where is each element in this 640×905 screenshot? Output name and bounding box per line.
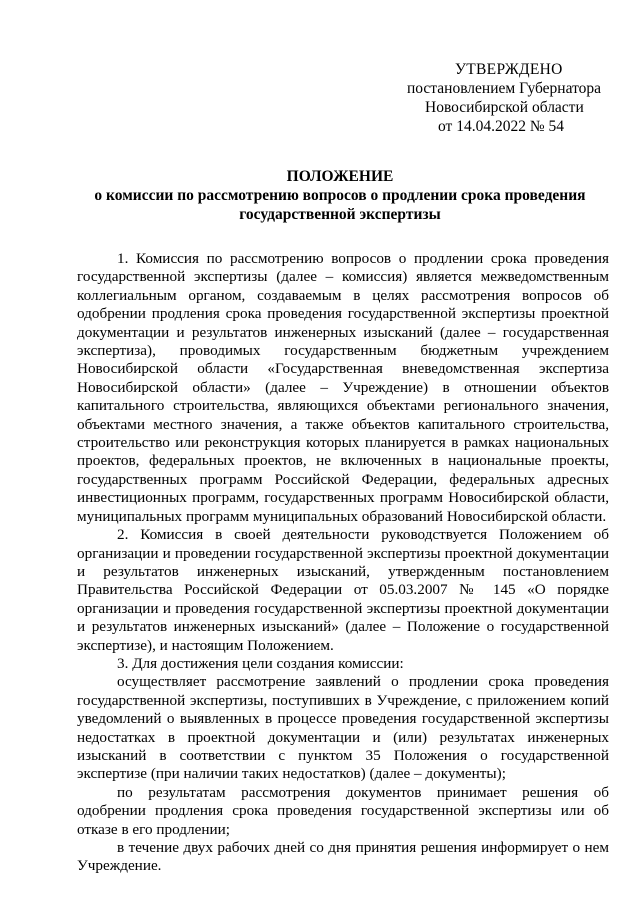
title-heading: ПОЛОЖЕНИЕ: [286, 168, 394, 185]
paragraph-3-item-2: по результатам рассмотрения документов принимает решения об одобрении продления срока проведения государственной экспертизы или об отказе в его продлении;: [77, 783, 609, 838]
paragraph-2: 2. Комиссия в своей деятельности руководствуется Положением об организации и проведении государственной экспертизы проектной документации и результатов инженерных изысканий, утвержденным постановлением Правительства Российской Федерации от 05.03.2007 № 145 «О порядке организации и проведения государственной экспертизы проектной документации и результатов инженерных изысканий» (далее – Положение о государственной экспертизе), и настоящим Положением.: [77, 526, 609, 654]
document-body: [77, 250, 609, 876]
title-subtitle-line2: государственной экспертизы: [239, 206, 441, 223]
paragraph-3: 3. Для достижения цели создания комиссии:: [117, 654, 404, 672]
paragraph-1: 1. Комиссия по рассмотрению вопросов о продлении срока проведения государственной экспертизы (далее – комиссия) является межведомственным коллегиальным органом, создаваемым в целях рассмотрения вопросов об одобрении продления срока проведения государственной экспертизы проектной документации и результатов инженерных изысканий (далее – государственная экспертиза), проводимых государственным бюджетным учреждением Новосибирской области «Государственная вневедомственная экспертиза Новосибирской области» (далее – Учреждение) в отношении объектов капитального строительства, являющихся объектами регионального значения, объектами местного значения, а также объектов капитального строительства, строительство или реконструкция которых планируется в рамках национальных проектов, федеральных проектов, не включенных в национальные проекты, государственных программ Российской Федерации, федеральных адресных инвестиционных программ, государственных программ Новосибирской области, муниципальных программ муниципальных образований Новосибирской области.: [77, 250, 609, 525]
title-subtitle-line1: о комиссии по рассмотрению вопросов о продлении срока проведения: [94, 187, 586, 204]
document-title: [60, 167, 620, 224]
approval-stamp: [375, 60, 640, 136]
approval-by-governor: постановлением Губернатора: [407, 80, 602, 97]
approval-heading: УТВЕРЖДЕНО: [455, 61, 563, 78]
paragraph-3-item-3: в течение двух рабочих дней со дня принятия решения информирует о нем Учреждение.: [77, 839, 609, 875]
approval-date-number: от 14.04.2022 № 54: [438, 118, 564, 135]
paragraph-3-item-1: осуществляет рассмотрение заявлений о продлении срока проведения государственной экспертизы, поступивших в Учреждение, с приложением копий уведомлений о выявленных в процессе проведения государственной экспертизы недостатках в проектной документации и (или) результатах инженерных изысканий в соответствии с пунктом 35 Положения о государственной экспертизе (при наличии таких недостатков) (далее – документы);: [77, 673, 609, 783]
approval-region: Новосибирской области: [425, 99, 584, 116]
